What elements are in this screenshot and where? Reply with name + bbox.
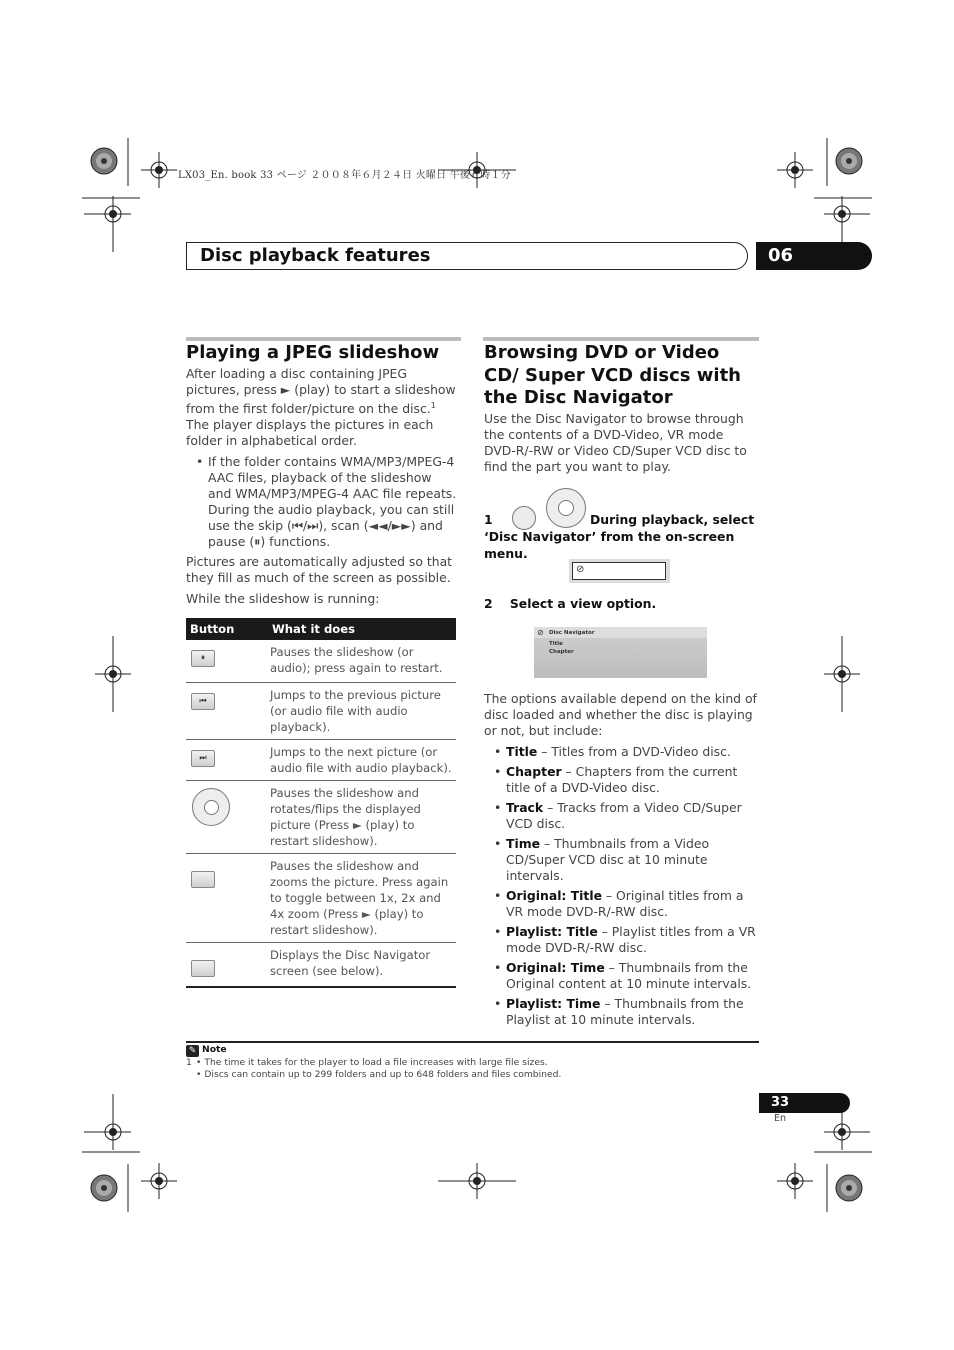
jpeg-intro: After loading a disc containing JPEG pictures, press ► (play) to start a slideshow from the first folder/picture on the disc.$^1$ The player displays the pictures in each folder in alphabetical order. — [186, 365, 456, 448]
options-block — [484, 691, 758, 1028]
table-cell-desc: Pauses the slideshow (or audio); press again to restart. — [268, 640, 456, 683]
section-heading-navigator: Browsing DVD or Video CD/ Super VCD discs with the Disc Navigator — [484, 342, 741, 408]
osd-title: Disc Navigator — [549, 630, 595, 636]
chapter-number: 06 — [768, 245, 794, 266]
list-item: • Original: Title – Original titles from a VR mode DVD-R/-RW disc. — [484, 888, 758, 920]
step1-text: During playback, select ‘Disc Navigator’ from the on-screen menu. — [484, 512, 755, 561]
page-language: En — [774, 1113, 787, 1124]
note-rule — [186, 1041, 759, 1043]
section-rule-left — [186, 337, 461, 341]
table-cell-desc: Jumps to the next picture (or audio file with audio playback). — [268, 739, 456, 780]
note-footnote-number: 1 — [186, 1057, 192, 1068]
table-cell-desc: Pauses the slideshow and zooms the picture. Press again to toggle between 1x, 2x and 4x zoom (Press ► (play) to restart slideshow). — [268, 853, 456, 942]
table-cell-desc: Pauses the slideshow and rotates/flips the displayed picture (Press ► (play) to restart slideshow). — [268, 780, 456, 853]
disc-navigator-icon: ⊘ — [537, 628, 544, 637]
disc-navigator-osd — [534, 627, 707, 678]
table-row — [186, 640, 456, 683]
step1-number: 1 — [484, 512, 493, 527]
list-item: • Chapter – Chapters from the current title of a DVD-Video disc. — [484, 764, 758, 796]
step2-text: 2 Select a view option. — [484, 596, 657, 611]
jpeg-bullet: • If the folder contains WMA/MP3/MPEG-4 AAC files, playback of the slideshow and WMA/MP3/MPEG-4 AAC file repeats. During the audio playback, you can still use the skip (⏮/⏭), scan (◄◄/►►) and pause (⏸) functions. — [186, 454, 458, 550]
section-rule-right — [483, 337, 759, 341]
onscreen-menu-graphic — [569, 559, 670, 583]
page-title: Disc playback features — [200, 245, 431, 266]
table-cell-desc: Displays the Disc Navigator screen (see below). — [268, 942, 456, 987]
list-item: • Playlist: Title – Playlist titles from a VR mode DVD-R/-RW disc. — [484, 924, 758, 956]
table-row — [186, 780, 456, 853]
button-table — [186, 618, 456, 988]
joystick-enter-icon — [204, 800, 219, 815]
navigator-intro: Use the Disc Navigator to browse through the contents of a DVD-Video, VR mode DVD-R/-RW or Video CD/Super VCD disc to find the part you want to play. — [484, 410, 747, 474]
list-item: • Track – Tracks from a Video CD/Super VCD disc. — [484, 800, 758, 832]
list-item: • Time – Thumbnails from a Video CD/Super VCD disc at 10 minute intervals. — [484, 836, 758, 884]
joystick-icon — [192, 788, 230, 826]
page-number: 33 — [771, 1095, 790, 1110]
osd-item-chapter: Chapter — [549, 649, 574, 655]
left-column — [186, 342, 458, 988]
right-column — [484, 342, 758, 475]
table-header-what: What it does — [268, 618, 456, 640]
table-row — [186, 853, 456, 942]
table-row — [186, 682, 456, 739]
skip-previous-icon: ⏮ — [191, 693, 215, 710]
skip-next-icon: ⏭ — [191, 750, 215, 767]
table-row — [186, 739, 456, 780]
note-line-1: • The time it takes for the player to load a file increases with large file sizes. — [196, 1057, 548, 1068]
note-label: Note — [202, 1044, 227, 1055]
jpeg-para-running: While the slideshow is running: — [186, 590, 380, 606]
jpeg-para-adjust: Pictures are automatically adjusted so that they fill as much of the screen as possible. — [186, 553, 453, 585]
section-heading-jpeg: Playing a JPEG slideshow — [186, 342, 440, 363]
osd-item-title: Title — [549, 641, 563, 647]
zoom-button-icon — [191, 871, 215, 888]
table-header-button: Button — [186, 618, 268, 640]
note-line-2: • Discs can contain up to 299 folders and up to 648 folders and files combined. — [196, 1069, 562, 1080]
options-intro: The options available depend on the kind of disc loaded and whether the disc is playing or not, but include: — [484, 691, 757, 738]
menu-field — [572, 562, 666, 580]
list-item: • Playlist: Time – Thumbnails from the Playlist at 10 minute intervals. — [484, 996, 758, 1028]
pause-icon: ⏸ — [191, 650, 215, 667]
print-metadata: LX03_En. book 33 ページ ２００８年６月２４日 火曜日 午後６時１分 — [178, 170, 511, 181]
list-item: • Original: Time – Thumbnails from the Original content at 10 minute intervals. — [484, 960, 758, 992]
table-cell-desc: Jumps to the previous picture (or audio file with audio playback). — [268, 682, 456, 739]
list-item: • Title – Titles from a DVD-Video disc. — [484, 744, 758, 760]
disc-navigator-icon: ⊘ — [576, 564, 585, 575]
note-icon: ✎ — [186, 1045, 199, 1057]
table-row — [186, 942, 456, 987]
menu-button-icon — [191, 960, 215, 977]
footnote-ref: 1 — [430, 400, 436, 410]
